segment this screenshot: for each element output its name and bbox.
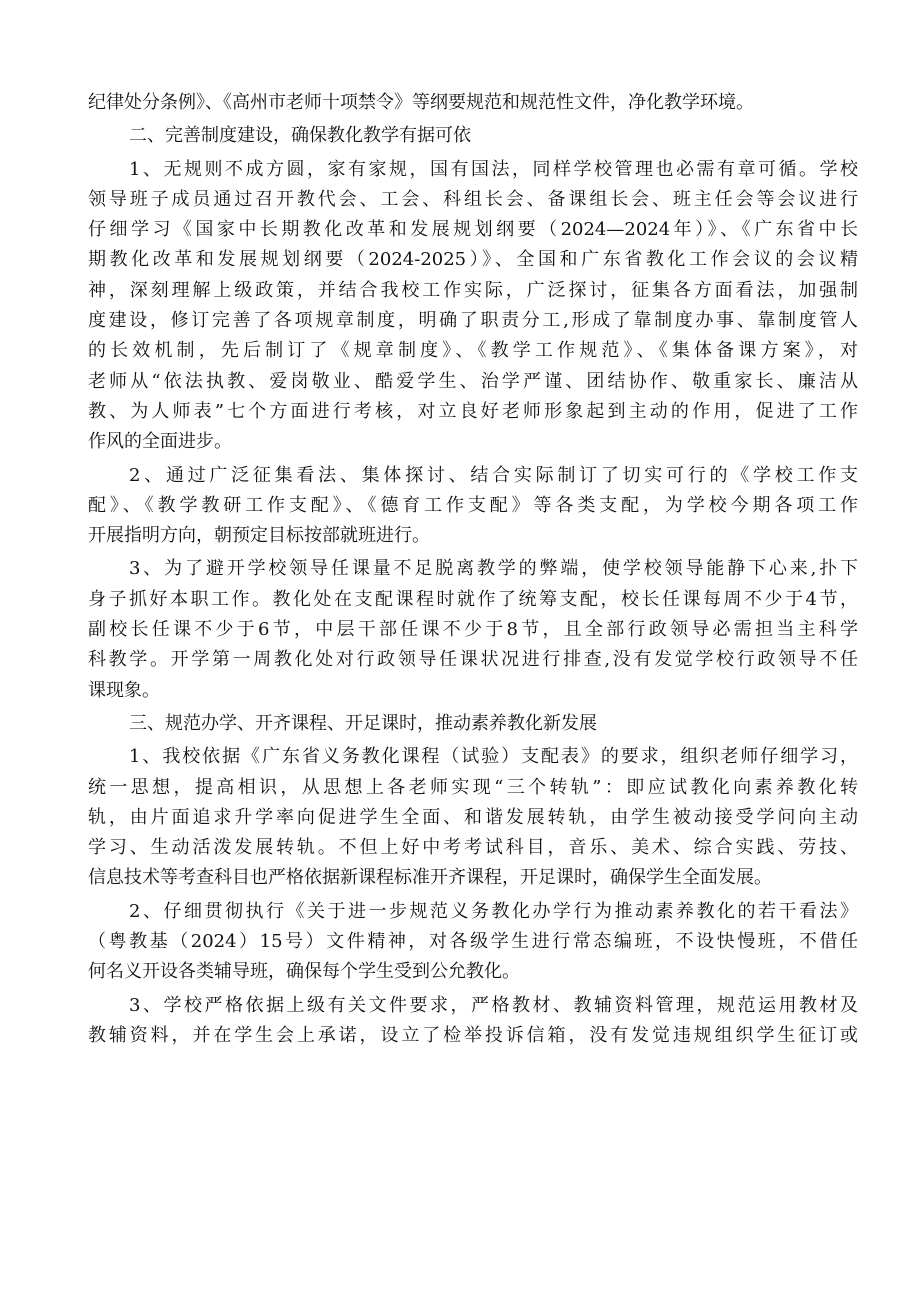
text-line: 统一思想，提高相识，从思想上各老师实现“三个转轨”：即应试教化向素养教化转 — [88, 776, 858, 798]
paragraph — [88, 155, 858, 458]
text-line: 信息技术等考查科目也严格依据新课程标准开齐课程，开足课时，确保学生全面发展。 — [88, 867, 772, 889]
text-line: 副校长任课不少于6节，中层干部任课不少于8节，且全部行政领导必需担当主科学 — [88, 619, 858, 641]
text-line: 作风的全面进步。 — [88, 431, 232, 453]
text-line: 2、仔细贯彻执行《关于进一步规范义务教化办学行为推动素养教化的若干看法》 — [129, 900, 858, 922]
text-line: 课现象。 — [88, 679, 160, 701]
text-line: 1、我校依据《广东省义务教化课程（试验）支配表》的要求，组织老师仔细学习， — [129, 746, 858, 768]
text-line: 何名义开设各类辅导班，确保每个学生受到公允教化。 — [88, 961, 520, 983]
paragraph — [88, 121, 858, 151]
text-line: 教、为人师表”七个方面进行考核，对立良好老师形象起到主动的作用，促进了工作 — [88, 400, 858, 422]
paragraph — [88, 88, 858, 118]
paragraph — [88, 991, 858, 1052]
text-line: 学习、生动活泼发展转轨。不但上好中考考试科目，音乐、美术、综合实践、劳技、 — [88, 837, 858, 859]
text-line: 神，深刻理解上级政策，并结合我校工作实际，广泛探讨，征集各方面看法，加强制 — [88, 279, 858, 301]
paragraph — [88, 554, 858, 705]
text-line: 3、为了避开学校领导任课量不足脱离教学的弊端，使学校领导能静下心来,扑下 — [129, 558, 858, 580]
text-line: 三、规范办学、开齐课程、开足课时，推动素养教化新发展 — [129, 712, 597, 734]
text-line: 身子抓好本职工作。教化处在支配课程时就作了统筹支配，校长任课每周不少于4节， — [88, 588, 858, 610]
text-line: 2、通过广泛征集看法、集体探讨、结合实际制订了切实可行的《学校工作支 — [129, 464, 858, 486]
text-line: 纪律处分条例》、《高州市老师十项禁令》等纲要规范和规范性文件，净化教学环境。 — [88, 92, 754, 113]
document-body — [88, 88, 858, 1054]
text-line: 仔细学习《国家中长期教化改革和发展规划纲要（2024—2024年）》、《广东省中长 — [88, 219, 858, 241]
paragraph — [88, 461, 858, 552]
text-line: 老师从“依法执教、爱岗敬业、酷爱学生、治学严谨、团结协作、敬重家长、廉洁从 — [88, 370, 858, 392]
paragraph — [88, 709, 858, 739]
text-line: 轨，由片面追求升学率向促进学生全面、和谐发展转轨，由学生被动接受学问向主动 — [88, 806, 858, 828]
text-line: 配》、《教学教研工作支配》、《德育工作支配》等各类支配，为学校今期各项工作 — [88, 494, 858, 516]
text-line: （粤教基（2024）15号）文件精神，对各级学生进行常态编班，不设快慢班，不借任 — [88, 931, 858, 953]
text-line: 科教学。开学第一周教化处对行政领导任课状况进行排查,没有发觉学校行政领导不任 — [88, 649, 858, 671]
paragraph — [88, 897, 858, 988]
text-line: 度建设，修订完善了各项规章制度，明确了职责分工,形成了靠制度办事、靠制度管人 — [88, 310, 858, 332]
text-line: 二、完善制度建设，确保教化教学有据可依 — [129, 125, 471, 147]
text-line: 期教化改革和发展规划纲要（2024-2025）》、全国和广东省教化工作会议的会议精 — [88, 249, 858, 271]
paragraph — [88, 742, 858, 893]
text-line: 开展指明方向，朝预定目标按部就班进行。 — [88, 525, 430, 547]
text-line: 的长效机制，先后制订了《规章制度》、《教学工作规范》、《集体备课方案》，对 — [88, 340, 858, 362]
text-line: 3、学校严格依据上级有关文件要求，严格教材、教辅资料管理，规范运用教材及 — [129, 994, 858, 1016]
text-line: 1、无规则不成方圆，家有家规，国有国法，同样学校管理也必需有章可循。学校 — [129, 158, 858, 180]
text-line: 领导班子成员通过召开教代会、工会、科组长会、备课组长会、班主任会等会议进行 — [88, 188, 858, 210]
text-line: 教辅资料，并在学生会上承诺，设立了检举投诉信箱，没有发觉违规组织学生征订或 — [88, 1024, 858, 1046]
